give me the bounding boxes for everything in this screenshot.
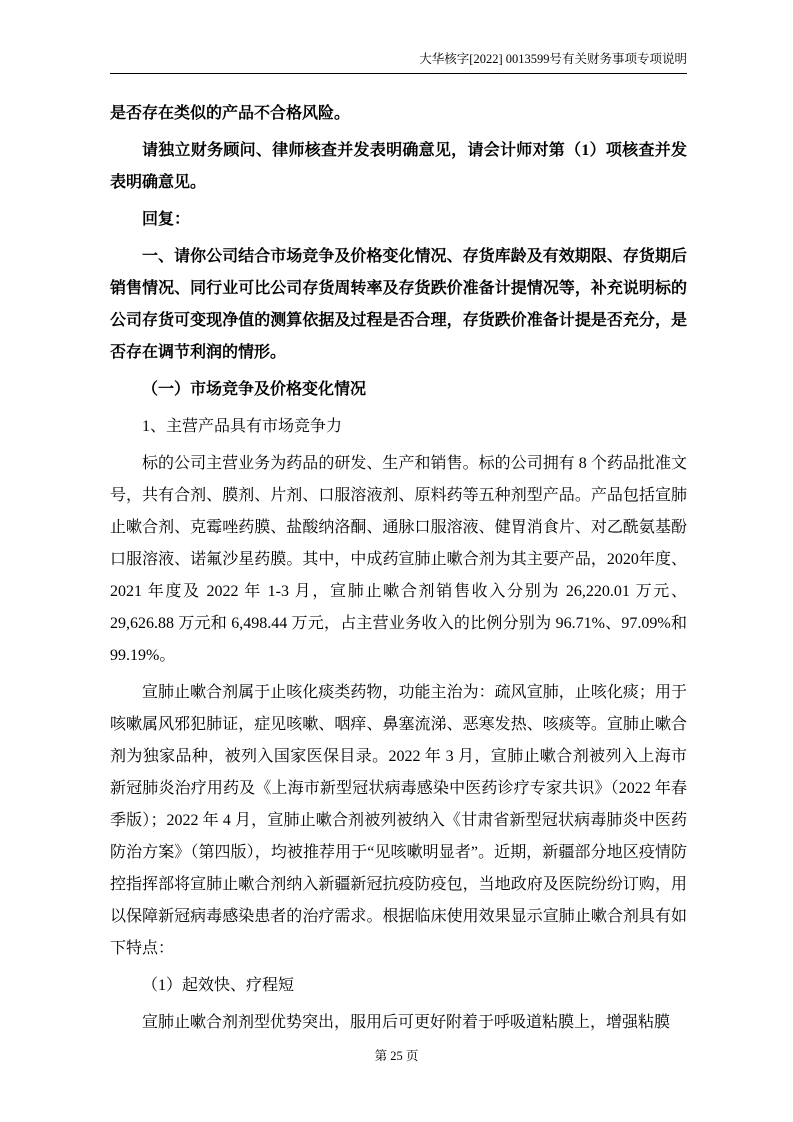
document-body (110, 98, 687, 1039)
paragraph-inquiry-item-1: 一、请你公司结合市场竞争及价格变化情况、存货库龄及有效期限、存货期后销售情况、同行业可比公司存货周转率及存货跌价准备计提情况等，补充说明标的公司存货可变现净值的测算依据及过程是否合理，存货跌价准备计提是否充分，是否存在调节利润的情形。 (110, 248, 687, 361)
heading-subsection-main-products: 1、主营产品具有市场竞争力 (142, 418, 343, 435)
heading-section-market-competition: （一）市场竞争及价格变化情况 (142, 381, 367, 398)
paragraph-product-description: 宣肺止嗽合剂属于止咳化痰类药物，功能主治为：疏风宣肺，止咳化痰；用于咳嗽属风邪犯肺证，症见咳嗽、咽痒、鼻塞流涕、恶寒发热、咳痰等。宣肺止嗽合剂为独家品种，被列入国家医保目录。2022 年 3 月，宣肺止嗽合剂被列入上海市新冠肺炎治疗用药及《上海市新型冠状病毒感染中医药诊疗专家共识》（2022 年春季版）；2022 年 4 月，宣肺止嗽合剂被列被纳入《甘肃省新型冠状病毒肺炎中医药防治方案》（第四版），均被推荐用于“见咳嗽明显者”。近期，新疆部分地区疫情防控指挥部将宣肺止嗽合剂纳入新疆新冠抗疫防疫包，当地政府及医院纷纷订购，用以保障新冠病毒感染患者的治疗需求。根据临床使用效果显示宣肺止嗽合剂具有如下特点： (110, 684, 687, 957)
paragraph-verification-request: 请独立财务顾问、律师核查并发表明确意见，请会计师对第（1）项核查并发表明确意见。 (110, 142, 687, 191)
paragraph-risk-question: 是否存在类似的产品不合格风险。 (110, 105, 351, 122)
heading-feature-quick-effect: （1）起效快、疗程短 (142, 977, 295, 994)
document-header (110, 50, 687, 74)
paragraph-feature-detail: 宣肺止嗽合剂剂型优势突出，服用后可更好附着于呼吸道粘膜上，增强粘膜 (142, 1014, 671, 1031)
document-reference: 大华核字[2022] 0013599号有关财务事项专项说明 (419, 52, 687, 66)
page-footer (0, 1046, 793, 1064)
page-number: 第 25 页 (374, 1049, 419, 1063)
paragraph-reply-label: 回复： (142, 211, 191, 228)
paragraph-main-business: 标的公司主营业务为药品的研发、生产和销售。标的公司拥有 8 个药品批准文号，共有合剂、膜剂、片剂、口服溶液剂、原料药等五种剂型产品。产品包括宣肺止嗽合剂、克霉唑药膜、盐酸纳洛酮、通脉口服溶液、健胃消食片、对乙酰氨基酚口服溶液、诺氟沙星药膜。其中，中成药宣肺止嗽合剂为其主要产品，2020年度、2021 年度及 2022 年 1-3 月，宣肺止嗽合剂销售收入分别为 26,220.01 万元、29,626.88 万元和 6,498.44 万元，占主营业务收入的比例分别为 96.71%、97.09%和 99.19%。 (110, 455, 687, 664)
